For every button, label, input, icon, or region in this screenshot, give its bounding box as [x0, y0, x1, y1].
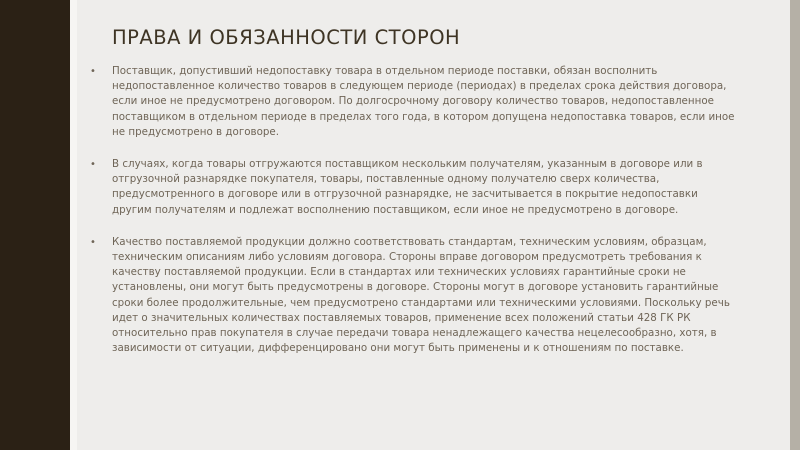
left-decorative-band — [0, 0, 70, 450]
bullet-item — [90, 64, 740, 140]
bullet-icon: • — [90, 159, 96, 171]
left-accent-stripe — [70, 0, 77, 450]
bullet-icon: • — [90, 66, 96, 77]
slide-title: ПРАВА И ОБЯЗАННОСТИ СТОРОН — [112, 26, 461, 49]
bullet-text: Поставщик, допустивший недопоставку товара в отдельном периоде поставки, обязан восполнить недопоставленное количество товаров в следующем периоде (периодах) в пределах срока действия договора, если иное не предусмотрено договором. По долгосрочному договору количество товаров, недопоставленное поставщиком в отдельном периоде в пределах того года, в котором допущена недопоставка товаров, если иное не предусмотрено в договоре. — [112, 65, 735, 138]
bullet-item — [90, 157, 740, 218]
bullet-text: В случаях, когда товары отгружаются поставщиком нескольким получателям, указанным в договоре или в отгрузочной разнарядке покупателя, товары, поставленные одному получателю сверх количества, предусмотренного в договоре или в отгрузочной разнарядке, не засчитывается в покрытие недопоставки другим получателям и подлежат восполнению поставщиком, если иное не предусмотрено в договоре. — [112, 158, 703, 216]
bullet-text: Качество поставляемой продукции должно соответствовать стандартам, техническим условиям, образцам, техническим описаниям либо условиям договора. Стороны вправе договором предусмотреть требования к качеству поставляемой продукции. Если в стандартах или технических условиях гарантийные сроки не установлены, они могут быть предусмотрены в договоре. Стороны могут в договоре установить гарантийные сроки более продолжительные, чем предусмотрено стандартами или техническими условиями. Поскольку речь идет о значительных количествах поставляемых товаров, применение всех положений статьи 428 ГК РК относительно прав покупателя в случае передачи товара ненадлежащего качества нецелесообразно, хотя, в зависимости от ситуации, дифференцировано они могут быть применены и к отношениям по поставке. — [112, 235, 730, 355]
right-decorative-band — [790, 0, 800, 450]
bullet-item — [90, 235, 740, 357]
bullet-icon: • — [90, 236, 96, 248]
bullet-list — [90, 64, 740, 356]
